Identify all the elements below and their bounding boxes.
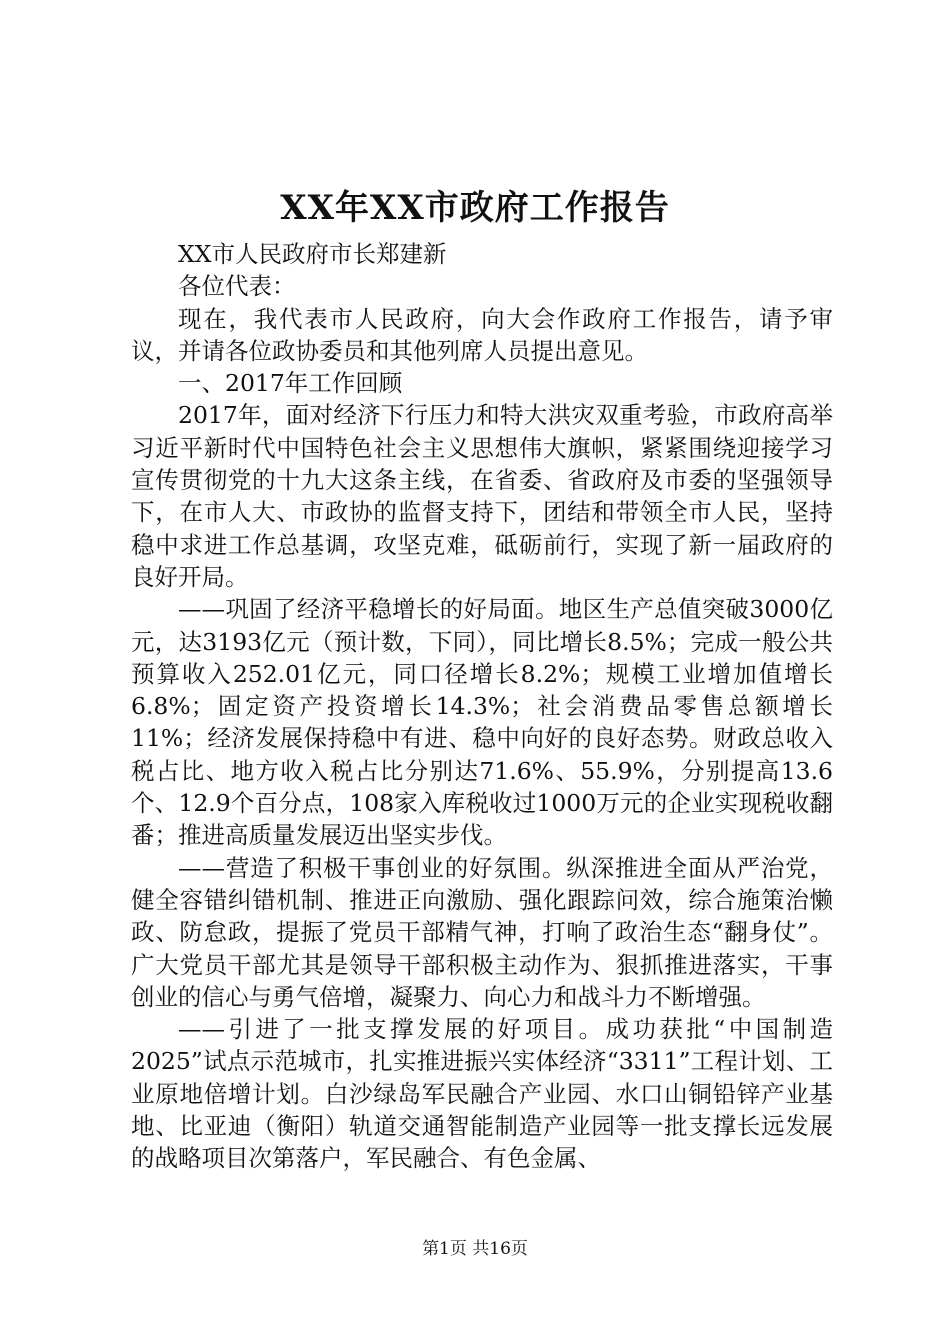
document-title: XX年XX市政府工作报告 [280, 188, 670, 228]
body-paragraph: 2017年，面对经济下行压力和特大洪灾双重考验，市政府高举习近平新时代中国特色社会主义思想伟大旗帜，紧紧围绕迎接学习宣传贯彻党的十九大这条主线，在省委、省政府及市委的坚强领导下，在市人大、市政协的监督支持下，团结和带领全市人民，坚持稳中求进工作总基调，攻坚克难，砥砺前行，实现了新一届政府的良好开局。 [131, 401, 833, 591]
salutation: 各位代表： [178, 272, 296, 301]
author-line: XX市人民政府市长郑建新 [178, 240, 447, 268]
body-paragraph: ——营造了积极干事创业的好氛围。纵深推进全面从严治党，健全容错纠错机制、推进正向激励、强化跟踪问效，综合施策治懒政、防怠政，提振了党员干部精气神，打响了政治生态“翻身仗”。广大党员干部尤其是领导干部积极主动作为、狠抓推进落实，干事创业的信心与勇气倍增，凝聚力、向心力和战斗力不断增强。 [131, 853, 833, 1011]
body-paragraph: ——引进了一批支撑发展的好项目。成功获批“中国制造2025”试点示范城市，扎实推进振兴实体经济“3311”工程计划、工业原地倍增计划。白沙绿岛军民融合产业园、水口山铜铅锌产业基地、比亚迪（衡阳）轨道交通智能制造产业园等一批支撑长远发展的战略项目次第落户，军民融合、有色金属、 [131, 1015, 833, 1173]
body-paragraph: ——巩固了经济平稳增长的好局面。地区生产总值突破3000亿元，达3193亿元（预计数，下同），同比增长8.5%；完成一般公共预算收入252.01亿元，同口径增长8.2%；规模工业增加值增长6.8%；固定资产投资增长14.3%；社会消费品零售总额增长11%；经济发展保持稳中有进、稳中向好的良好态势。财政总收入税占比、地方收入税占比分别达71.6%、55.9%，分别提高13.6个、12.9个百分点，108家入库税收过1000万元的企业实现税收翻番；推进高质量发展迈出坚实步伐。 [131, 595, 833, 850]
document-body [131, 238, 833, 1175]
section-heading: 一、2017年工作回顾 [178, 369, 403, 398]
intro-paragraph: 现在，我代表市人民政府，向大会作政府工作报告，请予审议，并请各位政协委员和其他列席人员提出意见。 [131, 304, 833, 365]
page-number: 第1页 共16页 [422, 1239, 528, 1259]
